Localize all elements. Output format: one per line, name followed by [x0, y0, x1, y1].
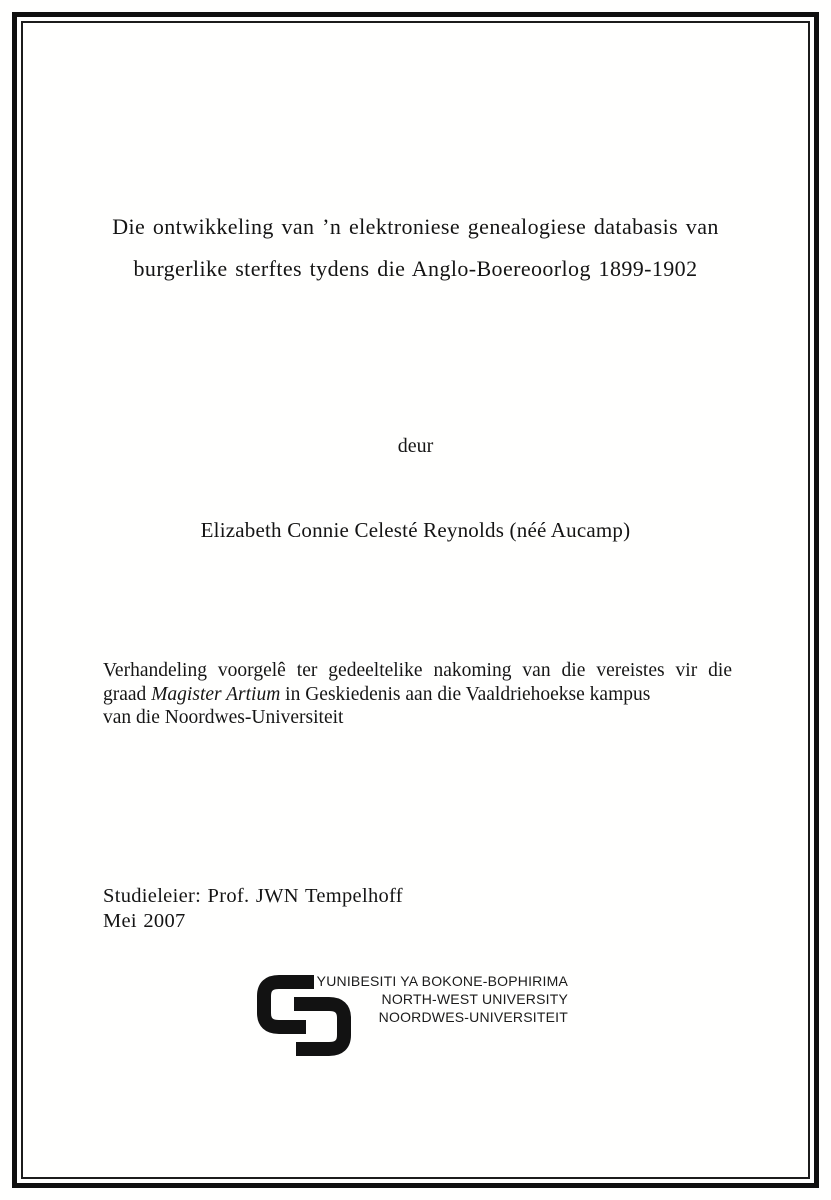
statement-line-1: Verhandeling voorgelê ter gedeeltelike nakoming van die vereistes vir die [103, 660, 732, 681]
thesis-title-line-2: burgerlike sterftes tydens die Anglo-Boereoorlog 1899-1902 [133, 256, 698, 281]
statement-line-3: van die Noordwes-Universiteit [103, 707, 344, 728]
supervisor-block [103, 884, 403, 933]
statement-line-2-prefix: graad [103, 683, 152, 705]
degree-name-italic: Magister Artium [151, 683, 281, 705]
statement-line-2-suffix: in Geskiedenis aan die Vaaldriehoekse kampus [280, 683, 651, 705]
date-line: Mei 2007 [103, 909, 186, 932]
author-name: Elizabeth Connie Celesté Reynolds (néé Aucamp) [200, 518, 631, 542]
byline-label: deur [397, 435, 434, 457]
logo-text-line-3: NOORDWES-UNIVERSITEIT [378, 1009, 568, 1025]
logo-text-line-2: NORTH-WEST UNIVERSITY [381, 991, 568, 1007]
university-logo-text [317, 972, 568, 1026]
thesis-title-line-1: Die ontwikkeling van ’n elektroniese genealogiese databasis van [112, 214, 719, 239]
statement-line-2 [103, 683, 732, 707]
thesis-title [95, 206, 736, 290]
degree-statement [103, 659, 732, 730]
supervisor-line: Studieleier: Prof. JWN Tempelhoff [103, 885, 403, 907]
logo-text-line-1: YUNIBESITI YA BOKONE-BOPHIRIMA [316, 973, 568, 989]
